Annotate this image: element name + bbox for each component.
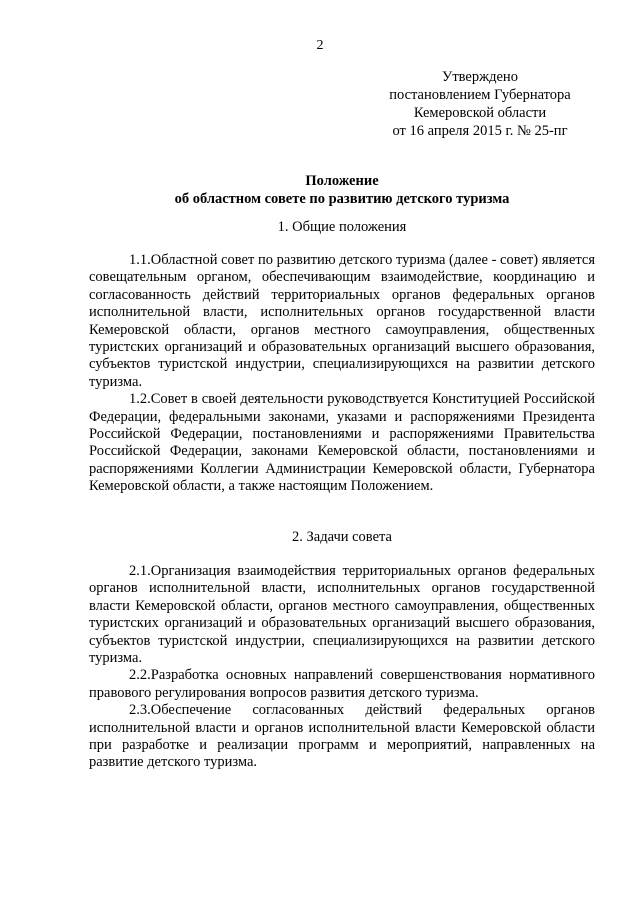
paragraph: 2.3.Обеспечение согласованных действий федеральных органов исполнительной власти и органов исполнительной власти Кемеровской области при разработке и реализации программ и мероприятий, направленных на развитие детского туризма. [89,702,595,771]
paragraph: 1.1.Областной совет по развитию детского туризма (далее - совет) является совещательным органом, обеспечивающим взаимодействие, координацию и согласованность действий территориальных органов федеральных органов исполнительной власти, исполнительных органов государственной власти Кемеровской области, органов местного самоуправления, общественных туристских организаций и образовательных организаций высшего образования, субъектов туристской индустрии, специализирующихся на развитии детского туризма. [89,252,595,390]
section-body [89,252,595,496]
approval-line: от 16 апреля 2015 г. № 25-пг [392,123,568,139]
paragraph: 2.1.Организация взаимодействия территориальных органов федеральных органов исполнительной власти, исполнительных органов государственной власти Кемеровской области, органов местного самоуправления, общественных туристских организаций и образовательных организаций высшего образования, субъектов туристской индустрии, специализирующихся на развитии детского туризма. [89,563,595,667]
section-body [89,563,595,772]
approval-line: Кемеровской области [413,105,547,121]
approval-stamp [360,68,600,140]
paragraph: 2.2.Разработка основных направлений совершенствования нормативного правового регулирования вопросов развития детского туризма. [89,667,595,701]
approval-line: постановлением Губернатора [389,87,571,103]
section-heading: 2. Задачи совета [292,529,392,545]
title-line: Положение [305,173,379,189]
section-heading: 1. Общие положения [277,219,407,235]
approval-line: Утверждено [442,69,518,85]
document-title [90,172,594,208]
paragraph: 1.2.Совет в своей деятельности руководствуется Конституцией Российской Федерации, федеральными законами, указами и распоряжениями Президента Российской Федерации, постановлениями и распоряжениями Правительства Российской Федерации, законами Кемеровской области, постановлениями и распоряжениями Коллегии Администрации Кемеровской области, Губернатора Кемеровской области, а также настоящим Положением. [89,391,595,495]
title-line: об областном совете по развитию детского туризма [174,191,510,207]
page-number: 2 [316,38,324,53]
